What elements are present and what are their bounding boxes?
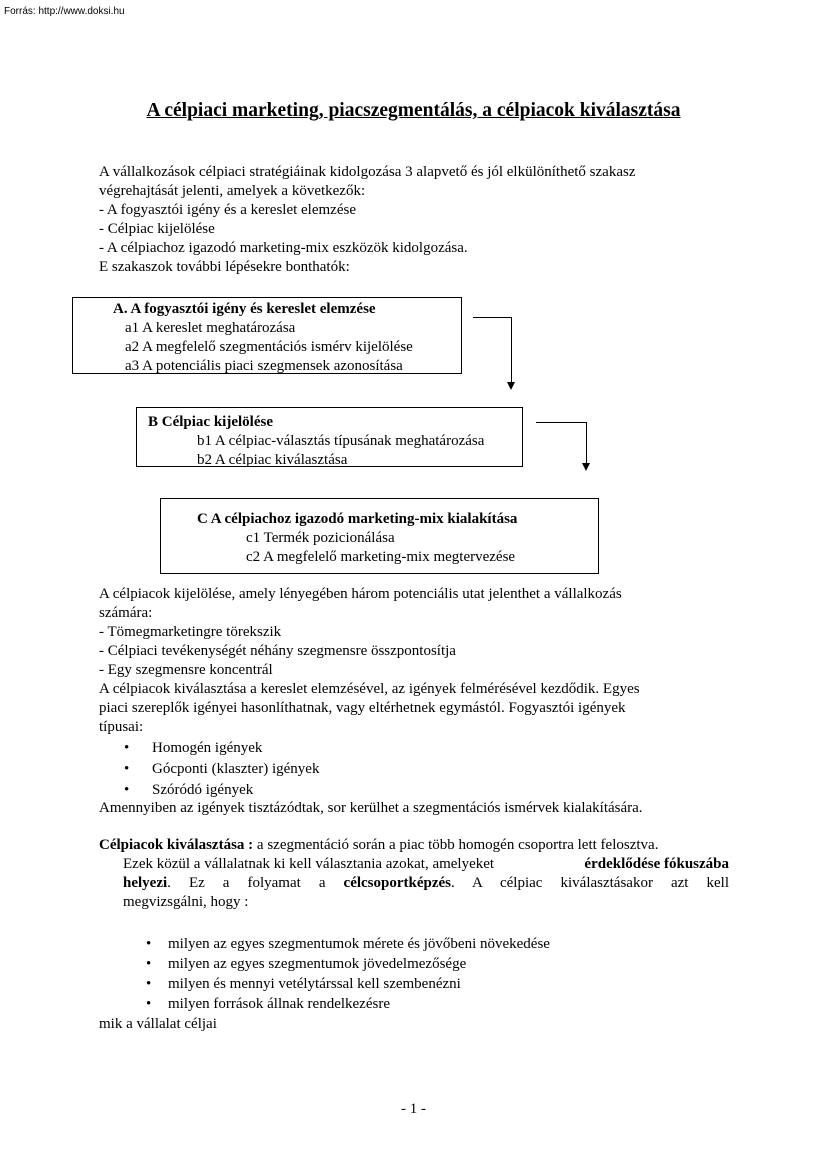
- need-types-list: [124, 739, 319, 800]
- bullet-icon: •: [146, 936, 152, 952]
- list-item-text: Homogén igények: [152, 740, 263, 756]
- connector-line: [511, 317, 512, 382]
- text-line: - Célpiaci tevékenységét néhány szegmensre összpontosítja: [99, 643, 456, 659]
- text-line: piaci szereplők igényei hasonlíthatnak, vagy eltérhetnek egymástól. Fogyasztói igények: [99, 700, 626, 716]
- stage-a-item: a2 A megfelelő szegmentációs ismérv kijelölése: [125, 339, 413, 355]
- list-item: [146, 955, 550, 975]
- text-line: megvizsgálni, hogy :: [123, 894, 249, 910]
- text-span: a szegmentáció során a piac több homogén csoportra lett felosztva.: [253, 837, 659, 853]
- list-item: [124, 781, 319, 800]
- list-item-text: milyen és mennyi vetélytárssal kell szembenézni: [168, 976, 461, 992]
- stage-c-box: [160, 498, 599, 574]
- text-span: . Ez a folyamat a: [167, 875, 344, 891]
- text-line: A célpiacok kiválasztása a kereslet elemzésével, az igények felmérésével kezdődik. Egyes: [99, 681, 640, 697]
- bullet-icon: •: [146, 956, 152, 972]
- page-title: A célpiaci marketing, piacszegmentálás, a célpiacok kiválasztása: [146, 100, 681, 121]
- text-span: . A célpiac kiválasztásakor azt kell: [451, 875, 729, 891]
- intro-line: - A célpiachoz igazodó marketing-mix eszközök kidolgozása.: [99, 240, 468, 256]
- stage-c-item: c2 A megfelelő marketing-mix megtervezése: [246, 549, 516, 565]
- intro-line: végrehajtását jelenti, amelyek a következők:: [99, 183, 366, 199]
- text-line: számára:: [99, 605, 153, 621]
- text-span: Ezek közül a vállalatnak ki kell választania azokat, amelyeket: [123, 856, 495, 872]
- text-line: A célpiacok kijelölése, amely lényegében három potenciális utat jelenthet a vállalkozás: [99, 586, 622, 602]
- stage-b-heading: B Célpiac kijelölése: [148, 414, 273, 430]
- bullet-icon: •: [146, 976, 152, 992]
- connector-line: [536, 422, 586, 423]
- text-line: [123, 874, 729, 893]
- stage-c-heading: C A célpiachoz igazodó marketing-mix kialakítása: [197, 511, 518, 527]
- stage-c-item: c1 Termék pozicionálása: [246, 530, 395, 546]
- list-item: [124, 739, 319, 760]
- list-item-text: Gócponti (klaszter) igények: [152, 761, 320, 777]
- text-line: Amennyiben az igények tisztázódtak, sor kerülhet a szegmentációs ismérvek kialakítására.: [99, 800, 643, 816]
- text-line: - Tömegmarketingre törekszik: [99, 624, 282, 640]
- targeting-paragraph: [99, 585, 640, 737]
- stage-b-item: b1 A célpiac-választás típusának meghatározása: [197, 433, 485, 449]
- stage-a-box: [72, 297, 462, 374]
- emphasis-text: helyezi: [123, 875, 168, 891]
- intro-line: A vállalkozások célpiaci stratégiáinak kidolgozása 3 alapvető és jól elkülöníthető szakasz: [99, 164, 636, 180]
- arrow-down-icon: [582, 463, 590, 471]
- stage-a-item: a3 A potenciális piaci szegmensek azonosítása: [125, 358, 403, 374]
- list-item: [124, 760, 319, 781]
- text-line: mik a vállalat céljai: [99, 1016, 217, 1032]
- page-number: - 1 -: [401, 1101, 426, 1117]
- list-item: [146, 995, 550, 1015]
- stage-a-item: a1 A kereslet meghatározása: [125, 320, 296, 336]
- stage-a-heading: A. A fogyasztói igény és kereslet elemzése: [113, 301, 376, 317]
- intro-line: E szakaszok további lépésekre bonthatók:: [99, 259, 350, 275]
- bullet-icon: •: [146, 996, 152, 1012]
- arrow-down-icon: [507, 382, 515, 390]
- intro-paragraph: [99, 163, 635, 277]
- list-item-text: milyen az egyes szegmentumok mérete és jövőbeni növekedése: [168, 936, 550, 952]
- source-label: Forrás: http://www.doksi.hu: [4, 6, 125, 17]
- list-item-text: milyen az egyes szegmentumok jövedelmezősége: [168, 956, 467, 972]
- stage-b-box: [136, 407, 523, 467]
- intro-line: - A fogyasztói igény és a kereslet elemzése: [99, 202, 356, 218]
- list-item: [146, 935, 550, 955]
- text-line: - Egy szegmensre koncentrál: [99, 662, 273, 678]
- bullet-icon: •: [124, 761, 130, 777]
- selection-label: Célpiacok kiválasztása :: [99, 837, 254, 853]
- criteria-list: [146, 935, 550, 1015]
- stage-b-item: b2 A célpiac kiválasztása: [197, 452, 348, 468]
- bullet-icon: •: [124, 782, 130, 798]
- list-item-text: Szóródó igények: [152, 782, 254, 798]
- emphasis-text: érdeklődése fókuszába: [584, 856, 729, 872]
- intro-line: - Célpiac kijelölése: [99, 221, 215, 237]
- text-line: típusai:: [99, 719, 144, 735]
- list-item: [146, 975, 550, 995]
- emphasis-text: célcsoportképzés: [343, 875, 451, 891]
- text-line: [123, 855, 729, 874]
- connector-line: [473, 317, 511, 318]
- list-item-text: milyen források állnak rendelkezésre: [168, 996, 390, 1012]
- bullet-icon: •: [124, 740, 130, 756]
- selection-paragraph: [99, 836, 729, 912]
- connector-line: [586, 422, 587, 463]
